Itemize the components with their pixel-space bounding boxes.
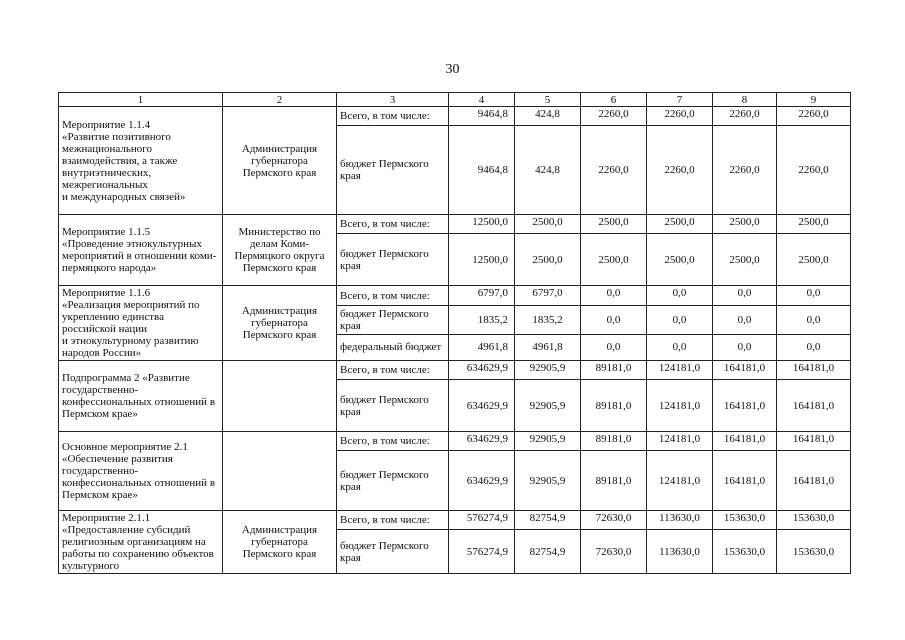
table-row <box>59 107 851 126</box>
funding-source-cell: федеральный бюджет <box>337 334 449 360</box>
amount-cell: 89181,0 <box>581 432 647 451</box>
amount-cell: 2500,0 <box>581 234 647 286</box>
amount-cell: 0,0 <box>581 306 647 335</box>
amount-cell: 153630,0 <box>777 530 851 574</box>
amount-cell: 92905,9 <box>515 380 581 432</box>
amount-cell: 1835,2 <box>515 306 581 335</box>
amount-cell: 2500,0 <box>777 234 851 286</box>
amount-cell: 164181,0 <box>713 432 777 451</box>
amount-cell: 0,0 <box>777 286 851 306</box>
amount-cell: 89181,0 <box>581 380 647 432</box>
amount-cell: 0,0 <box>647 286 713 306</box>
amount-cell: 0,0 <box>647 306 713 335</box>
amount-cell: 0,0 <box>777 306 851 335</box>
amount-cell: 113630,0 <box>647 511 713 530</box>
amount-cell: 0,0 <box>713 306 777 335</box>
amount-cell: 9464,8 <box>449 107 515 126</box>
amount-cell: 4961,8 <box>515 334 581 360</box>
amount-cell: 2500,0 <box>647 234 713 286</box>
amount-cell: 2260,0 <box>647 126 713 215</box>
table-row <box>59 432 851 451</box>
amount-cell: 164181,0 <box>713 451 777 511</box>
amount-cell: 576274,9 <box>449 530 515 574</box>
amount-cell: 82754,9 <box>515 511 581 530</box>
amount-cell: 424,8 <box>515 126 581 215</box>
executor-cell <box>223 361 337 432</box>
funding-source-cell: бюджет Пермского края <box>337 530 449 574</box>
amount-cell: 634629,9 <box>449 380 515 432</box>
amount-cell: 2260,0 <box>581 126 647 215</box>
amount-cell: 4961,8 <box>449 334 515 360</box>
amount-cell: 164181,0 <box>777 432 851 451</box>
amount-cell: 153630,0 <box>777 511 851 530</box>
column-header: 1 <box>59 93 223 107</box>
amount-cell: 164181,0 <box>713 361 777 380</box>
amount-cell: 576274,9 <box>449 511 515 530</box>
amount-cell: 634629,9 <box>449 432 515 451</box>
page-number: 30 <box>445 62 460 77</box>
amount-cell: 424,8 <box>515 107 581 126</box>
budget-table <box>58 92 851 574</box>
column-header: 5 <box>515 93 581 107</box>
executor-cell: Администрация губернатора Пермского края <box>223 107 337 215</box>
column-header: 3 <box>337 93 449 107</box>
amount-cell: 0,0 <box>713 286 777 306</box>
amount-cell: 12500,0 <box>449 215 515 234</box>
amount-cell: 89181,0 <box>581 451 647 511</box>
amount-cell: 82754,9 <box>515 530 581 574</box>
column-header: 4 <box>449 93 515 107</box>
amount-cell: 124181,0 <box>647 361 713 380</box>
event-name-cell: Подпрограмма 2 «Развитие государственно-конфессиональных отношений в Пермском крае» <box>59 361 223 432</box>
table-body <box>59 107 851 574</box>
amount-cell: 2260,0 <box>713 107 777 126</box>
executor-cell: Администрация губернатора Пермского края <box>223 511 337 574</box>
amount-cell: 634629,9 <box>449 361 515 380</box>
amount-cell: 113630,0 <box>647 530 713 574</box>
amount-cell: 89181,0 <box>581 361 647 380</box>
event-name-cell: Основное мероприятие 2.1 «Обеспечение развития государственно-конфессиональных отношений в Пермском крае» <box>59 432 223 511</box>
column-header: 8 <box>713 93 777 107</box>
amount-cell: 0,0 <box>777 334 851 360</box>
event-name-cell: Мероприятие 1.1.6 «Реализация мероприятий по укреплению единства российской нации и этнокультурному развитию народов России» <box>59 286 223 361</box>
amount-cell: 72630,0 <box>581 530 647 574</box>
executor-cell <box>223 432 337 511</box>
amount-cell: 6797,0 <box>515 286 581 306</box>
event-name-cell: Мероприятие 1.1.5 «Проведение этнокультурных мероприятий в отношении коми-пермяцкого народа» <box>59 215 223 286</box>
table-row <box>59 286 851 306</box>
amount-cell: 124181,0 <box>647 380 713 432</box>
amount-cell: 634629,9 <box>449 451 515 511</box>
funding-source-cell: Всего, в том числе: <box>337 361 449 380</box>
executor-cell: Администрация губернатора Пермского края <box>223 286 337 361</box>
funding-source-cell: Всего, в том числе: <box>337 107 449 126</box>
funding-source-cell: Всего, в том числе: <box>337 215 449 234</box>
amount-cell: 2500,0 <box>581 215 647 234</box>
amount-cell: 92905,9 <box>515 432 581 451</box>
column-header: 6 <box>581 93 647 107</box>
executor-cell: Министерство по делам Коми-Пермяцкого округа Пермского края <box>223 215 337 286</box>
amount-cell: 2500,0 <box>647 215 713 234</box>
amount-cell: 2260,0 <box>777 126 851 215</box>
amount-cell: 2260,0 <box>777 107 851 126</box>
funding-source-cell: Всего, в том числе: <box>337 432 449 451</box>
table-row <box>59 511 851 530</box>
amount-cell: 164181,0 <box>713 380 777 432</box>
table-row <box>59 215 851 234</box>
amount-cell: 6797,0 <box>449 286 515 306</box>
amount-cell: 2500,0 <box>515 215 581 234</box>
funding-source-cell: бюджет Пермского края <box>337 126 449 215</box>
amount-cell: 12500,0 <box>449 234 515 286</box>
column-header: 9 <box>777 93 851 107</box>
header-row <box>59 93 851 107</box>
amount-cell: 0,0 <box>647 334 713 360</box>
amount-cell: 153630,0 <box>713 530 777 574</box>
amount-cell: 2500,0 <box>713 234 777 286</box>
amount-cell: 2500,0 <box>713 215 777 234</box>
amount-cell: 2260,0 <box>647 107 713 126</box>
amount-cell: 92905,9 <box>515 361 581 380</box>
event-name-cell: Мероприятие 2.1.1 «Предоставление субсидий религиозным организациям на работы по сохранению объектов культурного <box>59 511 223 574</box>
amount-cell: 2260,0 <box>581 107 647 126</box>
column-header: 7 <box>647 93 713 107</box>
table-row <box>59 361 851 380</box>
funding-source-cell: бюджет Пермского края <box>337 451 449 511</box>
amount-cell: 124181,0 <box>647 451 713 511</box>
amount-cell: 124181,0 <box>647 432 713 451</box>
amount-cell: 0,0 <box>581 286 647 306</box>
amount-cell: 164181,0 <box>777 361 851 380</box>
amount-cell: 2260,0 <box>713 126 777 215</box>
funding-source-cell: бюджет Пермского края <box>337 234 449 286</box>
amount-cell: 164181,0 <box>777 451 851 511</box>
funding-source-cell: Всего, в том числе: <box>337 286 449 306</box>
funding-source-cell: Всего, в том числе: <box>337 511 449 530</box>
event-name-cell: Мероприятие 1.1.4 «Развитие позитивного межнационального взаимодействия, а также внутриэтнических, межрегиональных и международных связей» <box>59 107 223 215</box>
amount-cell: 164181,0 <box>777 380 851 432</box>
amount-cell: 2500,0 <box>515 234 581 286</box>
amount-cell: 92905,9 <box>515 451 581 511</box>
amount-cell: 2500,0 <box>777 215 851 234</box>
amount-cell: 0,0 <box>581 334 647 360</box>
column-header: 2 <box>223 93 337 107</box>
amount-cell: 9464,8 <box>449 126 515 215</box>
funding-source-cell: бюджет Пермского края <box>337 306 449 335</box>
amount-cell: 1835,2 <box>449 306 515 335</box>
funding-source-cell: бюджет Пермского края <box>337 380 449 432</box>
amount-cell: 153630,0 <box>713 511 777 530</box>
amount-cell: 0,0 <box>713 334 777 360</box>
amount-cell: 72630,0 <box>581 511 647 530</box>
